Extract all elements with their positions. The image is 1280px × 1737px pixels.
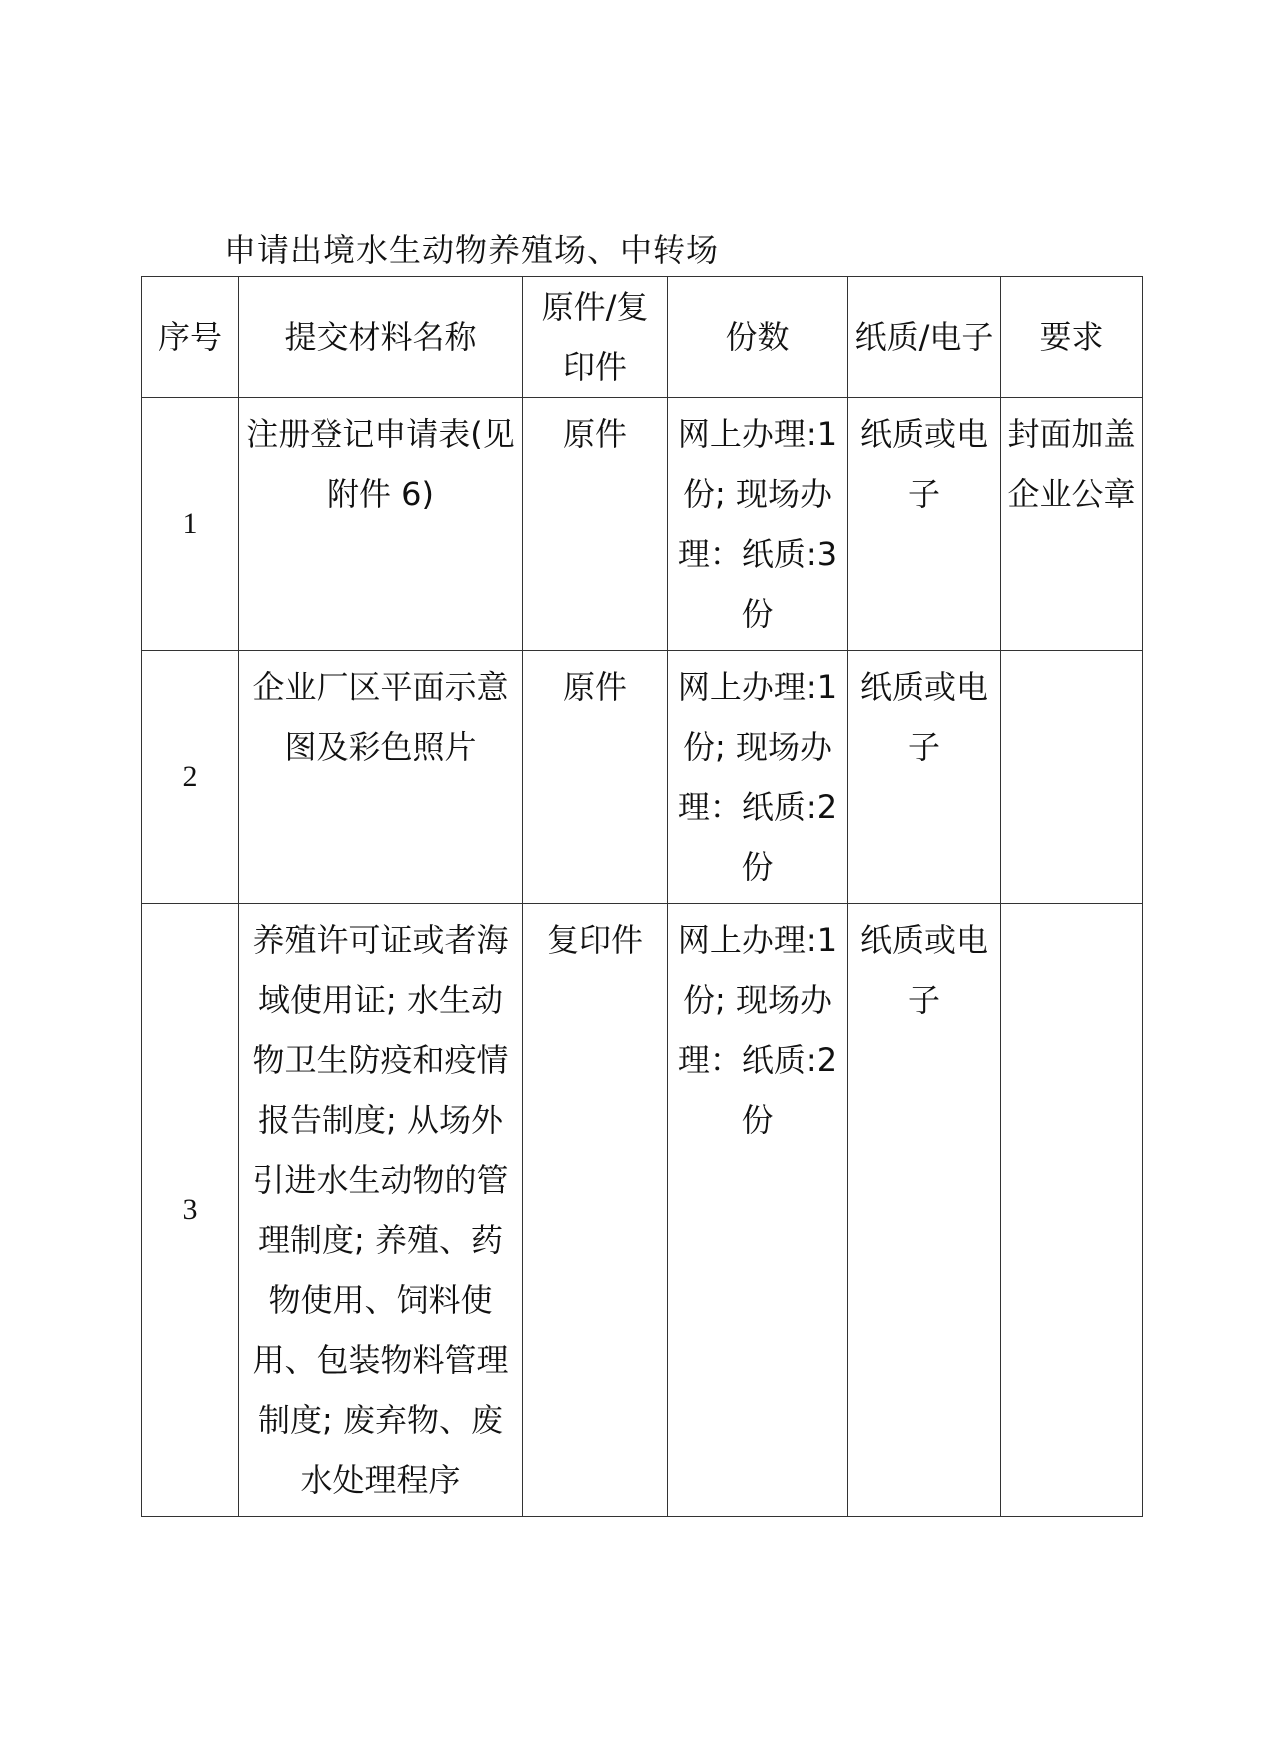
cell-type: 复印件 — [523, 904, 668, 1517]
cell-no: 1 — [142, 398, 239, 651]
table-row — [142, 651, 1143, 904]
cell-name: 注册登记申请表(见附件 6) — [239, 398, 523, 651]
cell-no: 2 — [142, 651, 239, 904]
cell-requirement — [1001, 904, 1143, 1517]
materials-table — [141, 276, 1143, 1517]
document-title: 申请出境水生动物养殖场、中转场 — [224, 231, 720, 269]
header-cell-type: 原件/复印件 — [523, 277, 668, 398]
header-cell-format: 纸质/电子 — [848, 277, 1001, 398]
cell-type: 原件 — [523, 651, 668, 904]
cell-no: 3 — [142, 904, 239, 1517]
header-cell-copies: 份数 — [668, 277, 848, 398]
table-row — [142, 904, 1143, 1517]
cell-requirement: 封面加盖企业公章 — [1001, 398, 1143, 651]
header-cell-no: 序号 — [142, 277, 239, 398]
cell-requirement — [1001, 651, 1143, 904]
table-row — [142, 398, 1143, 651]
cell-name: 企业厂区平面示意图及彩色照片 — [239, 651, 523, 904]
header-cell-name: 提交材料名称 — [239, 277, 523, 398]
table-header-row — [142, 277, 1143, 398]
cell-copies: 网上办理:1 份; 现场办理：纸质:2 份 — [668, 904, 848, 1517]
cell-format: 纸质或电子 — [848, 398, 1001, 651]
cell-format: 纸质或电子 — [848, 904, 1001, 1517]
cell-copies: 网上办理:1 份; 现场办理：纸质:3 份 — [668, 398, 848, 651]
cell-format: 纸质或电子 — [848, 651, 1001, 904]
cell-type: 原件 — [523, 398, 668, 651]
cell-copies: 网上办理:1 份; 现场办理：纸质:2 份 — [668, 651, 848, 904]
cell-name: 养殖许可证或者海域使用证; 水生动物卫生防疫和疫情报告制度; 从场外引进水生动物的管理制度; 养殖、药物使用、饲料使用、包装物料管理制度; 废弃物、废水处理程序 — [239, 904, 523, 1517]
header-cell-requirement: 要求 — [1001, 277, 1143, 398]
